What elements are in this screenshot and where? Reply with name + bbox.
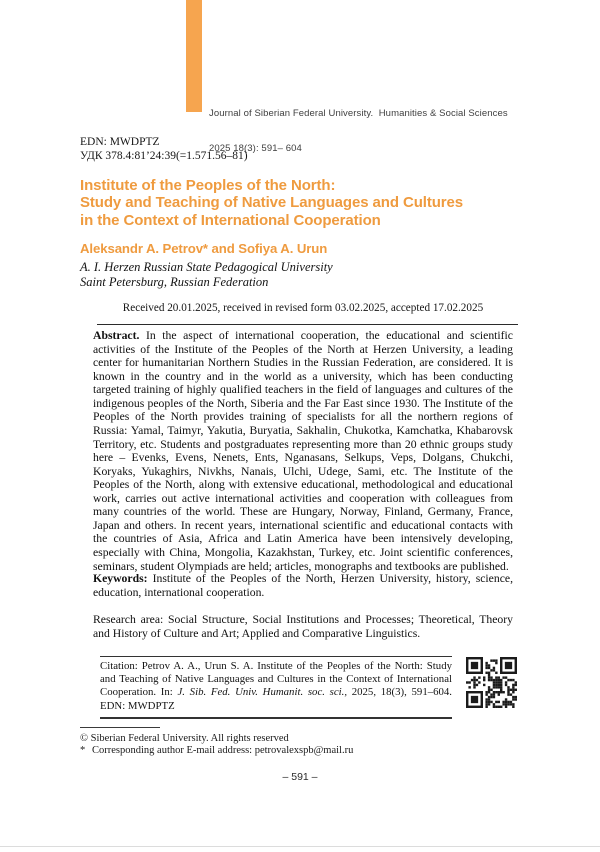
citation-journal-abbrev: J. Sib. Fed. Univ. Humanit. soc. sci., (177, 686, 348, 699)
qr-code-svg (466, 657, 517, 708)
journal-name: Journal of Siberian Federal University. Humanities & Social Sciences (209, 107, 508, 119)
journal-header (209, 84, 508, 178)
article-title-line: in the Context of International Cooperation (80, 211, 381, 229)
page-number: – 591 – (282, 771, 318, 783)
edn-code: EDN: MWDPTZ (80, 136, 160, 148)
abstract-text: In the aspect of international cooperation, the educational and scientific activities of the Institute of the Peoples of the North at Herzen University, a leading center for humanitarian Northern Studies in the Russian Federation, are considered. It is known in the country and in the world as a university, which has been conducting targeted training of highly qualified teachers in the field of languages and cultures of the indigenous peoples of the North, Siberia and the Far East since 1930. The Institute of the Peoples of the North provides training of specialists for all the northern regions of Russia: Yamal, Taimyr, Yakutia, Buryatia, Sakhalin, Chukotka, Kamchatka, Khabarovsk Territory, etc. Students and postgraduates representing more than 20 ethnic groups study here – Evenks, Evens, Nenets, Ents, Nganasans, Selkups, Veps, Dolgans, Chukchi, Koryaks, Yukaghirs, Nivkhs, Nanais, Ulchi, Udege, Sami, etc. The Institute of the Peoples of the North, along with extensive educational, methodological and educational work, carries out active international activities and cooperation with colleagues from many countries of the world. These are Hungary, Norway, Finland, Germany, France, Japan and others. In recent years, international scientific and educational contacts with the countries of Asia, Africa and Latin America have been intensively developing, especially with China, Mongolia, Kazakhstan, Turkey, etc. Joint scientific conferences, seminars, student Olympiads are held; articles, monographs and textbooks are published. (93, 329, 513, 573)
keywords-text: Institute of the Peoples of the North, Herzen University, history, science, education, international cooperation. (93, 572, 514, 599)
footnote-rule (80, 727, 160, 728)
asterisk-marker: * (80, 745, 86, 757)
abstract-label: Abstract. (93, 329, 140, 342)
article-identifiers (80, 136, 248, 164)
affiliation (80, 260, 333, 289)
authors-line: Aleksandr A. Petrov* and Sofiya A. Urun (80, 241, 328, 256)
abstract-top-rule (97, 324, 518, 325)
copyright-line: © Siberian Federal University. All rights reserved (80, 733, 289, 744)
journal-issue-info: 2025 18(3): 591– 604 (209, 142, 302, 154)
citation-suffix: 2025, 18(3), 591–604. EDN: MWDPTZ (100, 686, 453, 712)
received-dates: Received 20.01.2025, received in revised form 03.02.2025, accepted 17.02.2025 (122, 302, 484, 314)
udk-code: УДК 378.4:81’24:39(=1.571.56–81) (80, 149, 248, 162)
qr-code (466, 657, 517, 708)
article-title-line: Institute of the Peoples of the North: (80, 177, 336, 194)
page-bottom-edge (0, 846, 600, 847)
corresponding-author-line (80, 745, 500, 757)
affiliation-line: Saint Petersburg, Russian Federation (80, 274, 269, 289)
affiliation-line: A. I. Herzen Russian State Pedagogical University (80, 260, 333, 274)
journal-accent-bar (186, 0, 202, 112)
footnotes (80, 733, 500, 758)
abstract-paragraph (93, 329, 513, 573)
research-area-paragraph: Research area: Social Structure, Social Institutions and Processes; Theoretical, Theory and History of Culture and Art; Applied and Comparative Linguistics. (93, 613, 513, 640)
citation-block (100, 656, 452, 719)
article-title (80, 177, 463, 229)
article-title-line: Study and Teaching of Native Languages and Cultures (80, 194, 464, 212)
corresponding-author-text: Corresponding author E-mail address: petrovalexspb@mail.ru (92, 745, 354, 757)
citation-prefix: Citation: Petrov A. A., Urun S. A. Institute of the Peoples of the North: Study and Teaching of Native Languages and Cultures in the Context of International Cooperation. In: (100, 660, 452, 699)
keywords-paragraph (93, 572, 513, 599)
keywords-label: Keywords: (93, 572, 148, 585)
